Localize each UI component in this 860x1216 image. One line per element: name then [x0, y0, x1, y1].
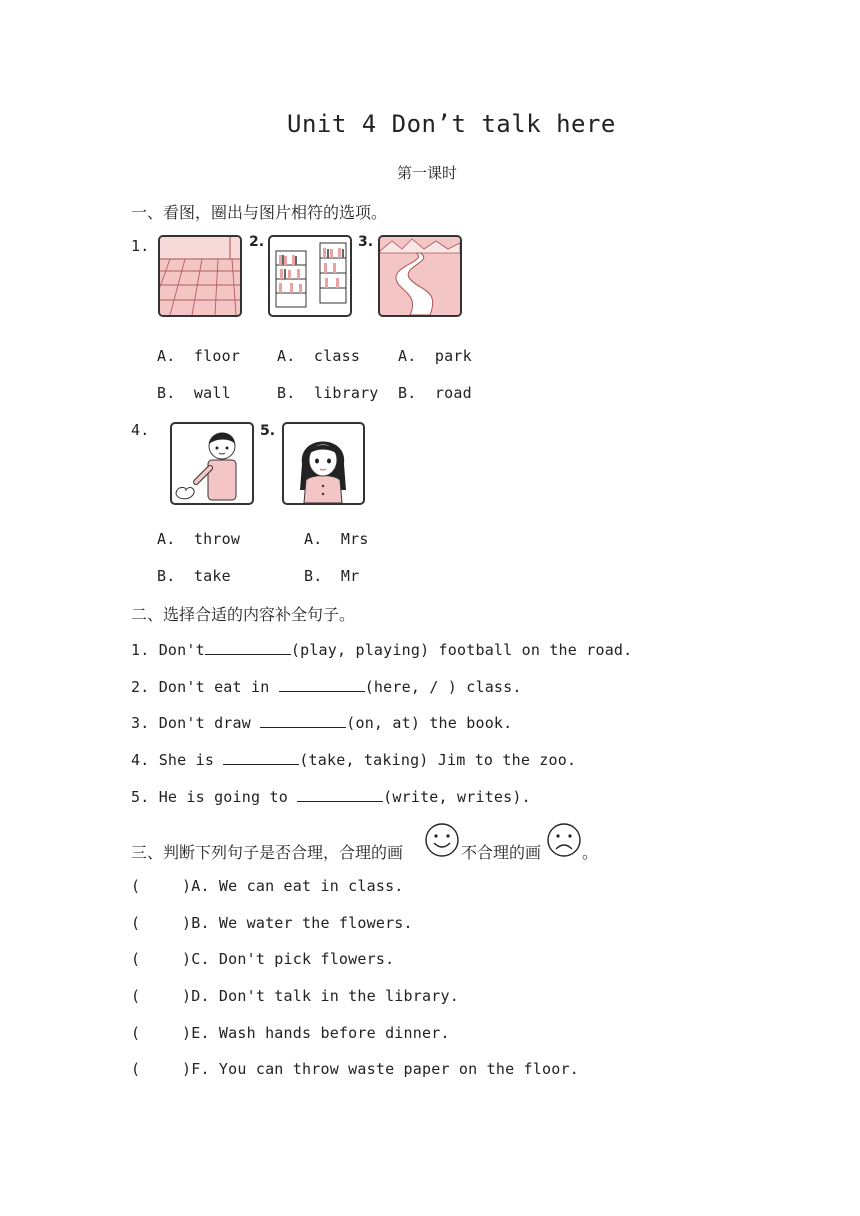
sentence-text: (take, taking) Jim to the zoo.: [299, 751, 577, 769]
sentence-text: (play, playing) football on the road.: [290, 641, 633, 659]
judgement-paren[interactable]: (: [131, 950, 141, 968]
judgement-item-f: )F. You can throw waste paper on the floor.: [182, 1060, 579, 1078]
page-title: Unit 4 Don’t talk here: [287, 110, 616, 138]
option-1a[interactable]: A. floor: [157, 347, 241, 365]
smiley-face-icon: [424, 822, 460, 858]
sad-face-icon: [546, 822, 582, 858]
judgement-item-b: )B. We water the flowers.: [182, 914, 413, 932]
option-2a[interactable]: A. class: [277, 347, 361, 365]
judgement-paren[interactable]: (: [131, 987, 141, 1005]
judgement-item-c: )C. Don't pick flowers.: [182, 950, 395, 968]
sentence-text: (write, writes).: [383, 788, 531, 806]
sentence-text: 5. He is going to: [131, 788, 298, 806]
fill-sentence-2: [131, 677, 522, 696]
option-3b[interactable]: B. road: [398, 384, 472, 402]
fill-sentence-1: [131, 640, 632, 659]
question-number-2: 2.: [249, 234, 265, 250]
floor-picture: [158, 235, 242, 317]
option-2b[interactable]: B. library: [277, 384, 379, 402]
fill-sentence-5: [131, 787, 531, 806]
option-1b[interactable]: B. wall: [157, 384, 231, 402]
option-3a[interactable]: A. park: [398, 347, 472, 365]
option-4b[interactable]: B. take: [157, 567, 231, 585]
sentence-text: (on, at) the book.: [346, 714, 513, 732]
section3-heading-part2: 不合理的画: [461, 843, 542, 862]
judgement-paren[interactable]: (: [131, 1024, 141, 1042]
fill-sentence-4: [131, 750, 576, 769]
sentence-text: 4. She is: [131, 751, 224, 769]
section3-heading-part3: 。: [582, 843, 599, 862]
judgement-paren[interactable]: (: [131, 877, 141, 895]
judgement-item-d: )D. Don't talk in the library.: [182, 987, 459, 1005]
boy-throwing-picture: [170, 422, 254, 505]
library-picture: [268, 235, 352, 317]
question-number-5: 5.: [260, 423, 276, 439]
sentence-text: 3. Don't draw: [131, 714, 261, 732]
judgement-paren[interactable]: (: [131, 914, 141, 932]
option-5a[interactable]: A. Mrs: [304, 530, 369, 548]
answer-blank[interactable]: [297, 787, 383, 802]
option-4a[interactable]: A. throw: [157, 530, 241, 548]
section3-heading-part1: 三、判断下列句子是否合理，合理的画: [131, 843, 404, 862]
lesson-subtitle: 第一课时: [397, 164, 458, 182]
judgement-item-e: )E. Wash hands before dinner.: [182, 1024, 450, 1042]
road-picture: [378, 235, 462, 317]
section2-heading: 二、选择合适的内容补全句子。: [131, 605, 356, 624]
sentence-text: 1. Don't: [131, 641, 205, 659]
sentence-text: 2. Don't eat in: [131, 678, 279, 696]
girl-picture: [282, 422, 365, 505]
option-5b[interactable]: B. Mr: [304, 567, 360, 585]
fill-sentence-3: [131, 713, 512, 732]
question-number-4: 4.: [131, 421, 150, 439]
answer-blank[interactable]: [279, 677, 365, 692]
answer-blank[interactable]: [260, 713, 346, 728]
sentence-text: (here, / ) class.: [364, 678, 522, 696]
answer-blank[interactable]: [205, 640, 291, 655]
judgement-paren[interactable]: (: [131, 1060, 141, 1078]
judgement-item-a: )A. We can eat in class.: [182, 877, 404, 895]
question-number-1: 1.: [131, 237, 150, 255]
question-number-3: 3.: [358, 234, 374, 250]
section1-heading: 一、看图，圈出与图片相符的选项。: [131, 203, 388, 222]
answer-blank[interactable]: [223, 750, 299, 765]
